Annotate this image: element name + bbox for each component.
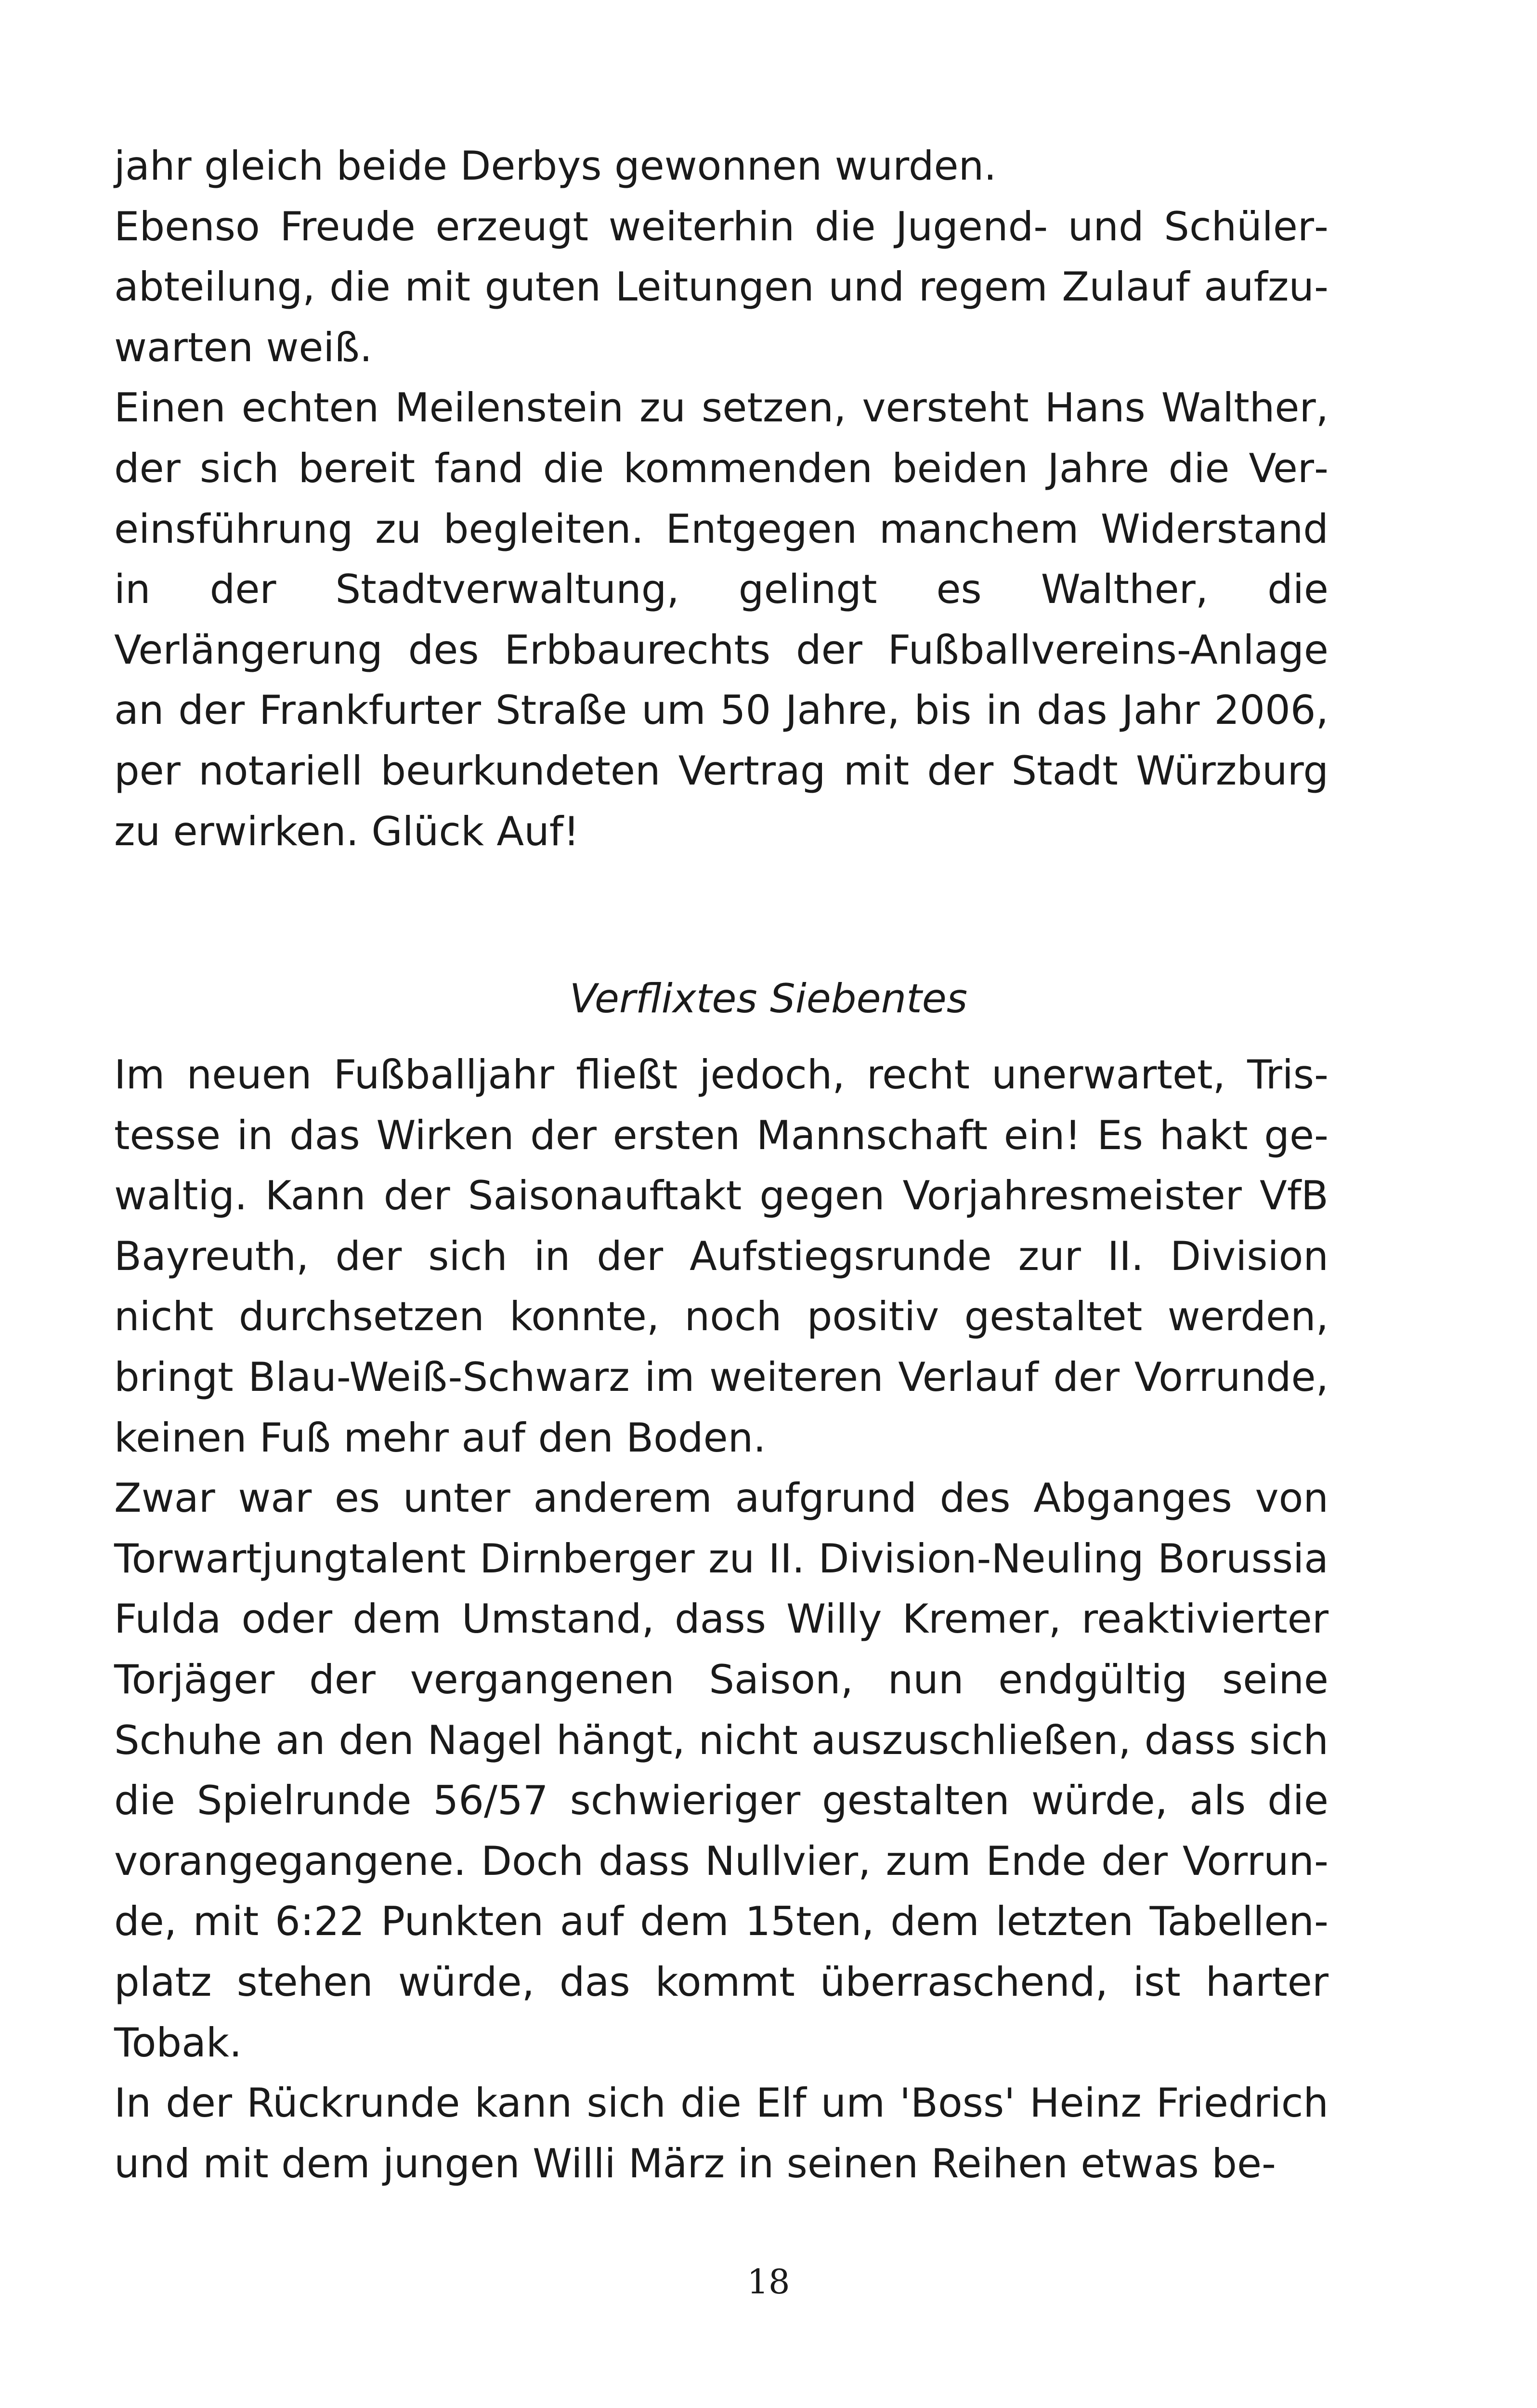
- body-text-top: [114, 136, 1329, 862]
- paragraph: Einen echten Meilenstein zu setzen, versteht Hans Walther, der sich bereit fand die kommenden beiden Jahre die Vereinsführung zu begleiten. Entgegen manchem Widerstand in der Stadtverwaltung, gelingt es Walther, die Verlängerung des Erbbaurechts der Fußballvereins-Anlage an der Frankfurter Straße um 50 Jahre, bis in das Jahr 2006, per notariell beurkundeten Vertrag mit der Stadt Würzburg zu erwirken. Glück Auf!: [114, 384, 1329, 855]
- paragraph: In der Rückrunde kann sich die Elf um 'Boss' Heinz Friedrich und mit dem jungen Willi März in seinen Reihen etwas be-: [114, 2080, 1329, 2187]
- body-text-bottom: [114, 1045, 1329, 2194]
- section-heading: Verflixtes Siebentes: [569, 975, 968, 1022]
- page-number: 18: [747, 2262, 790, 2302]
- paragraph: Im neuen Fußballjahr fließt jedoch, recht unerwartet, Tristesse in das Wirken der ersten Mannschaft ein! Es hakt gewaltig. Kann der Saisonauftakt gegen Vorjahresmeister VfB Bayreuth, der sich in der Aufstiegsrunde zur II. Division nicht durchsetzen konnte, noch positiv gestaltet werden, bringt Blau-Weiß-Schwarz im weiteren Verlauf der Vorrunde, keinen Fuß mehr auf den Boden.: [114, 1051, 1329, 1461]
- paragraph: Ebenso Freude erzeugt weiterhin die Jugend- und Schülerabteilung, die mit guten Leitungen und regem Zulauf aufzuwarten weiß.: [114, 203, 1329, 371]
- paragraph: Zwar war es unter anderem aufgrund des Abganges von Torwartjungtalent Dirnberger zu II. Division-Neuling Borussia Fulda oder dem Umstand, dass Willy Kremer, reaktivierter Torjäger der vergangenen Saison, nun endgültig seine Schuhe an den Nagel hängt, nicht auszuschließen, dass sich die Spielrunde 56/57 schwieriger gestalten würde, als die vorangegangene. Doch dass Nullvier, zum Ende der Vorrunde, mit 6:22 Punkten auf dem 15ten, dem letzten Tabellenplatz stehen würde, das kommt überraschend, ist harter Tobak.: [114, 1475, 1329, 2066]
- paragraph: jahr gleich beide Derbys gewonnen wurden.: [114, 143, 997, 189]
